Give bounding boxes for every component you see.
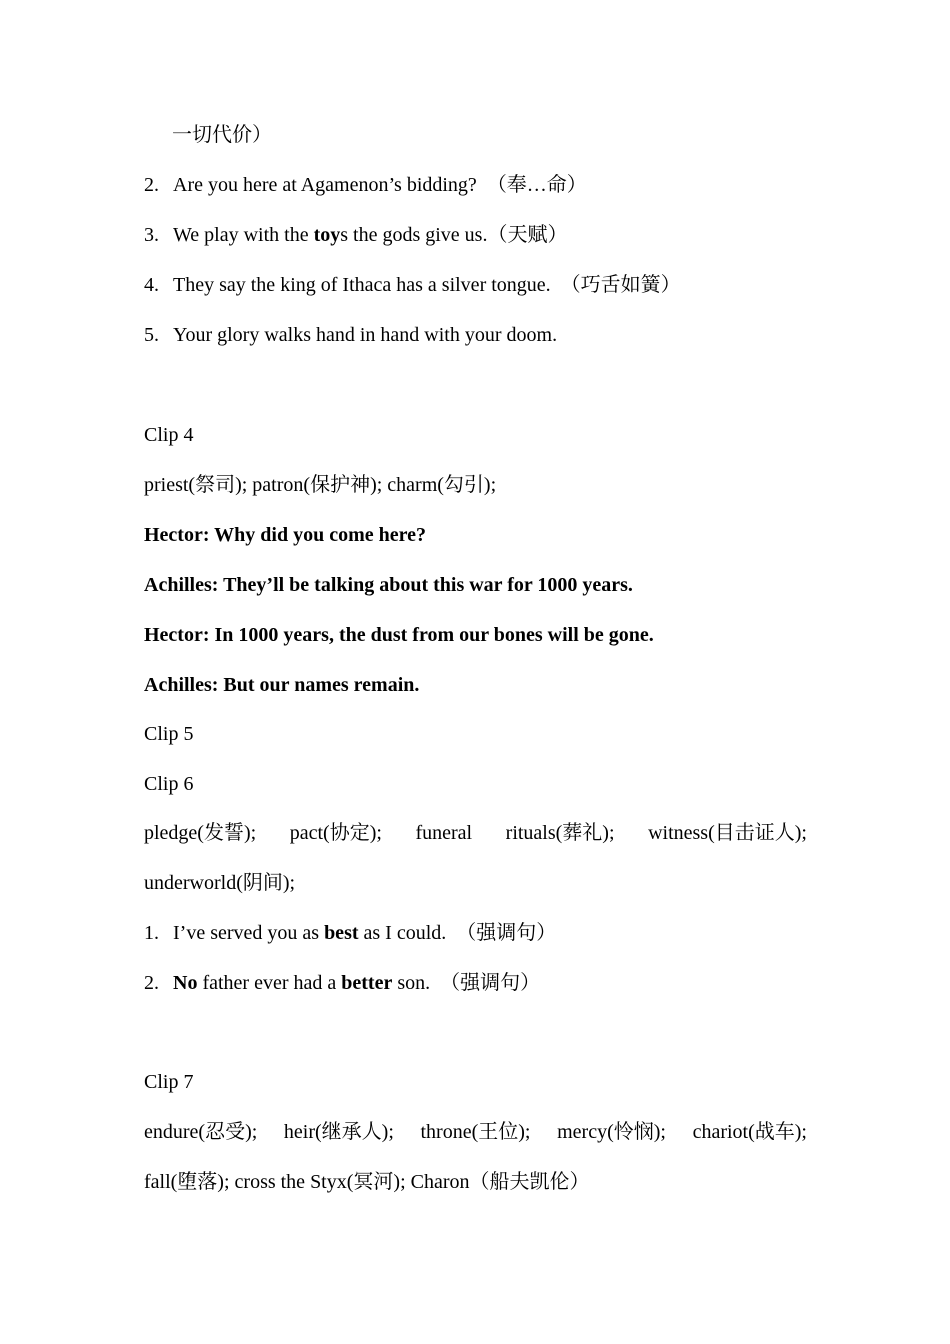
sentence-number: 1.	[144, 922, 159, 944]
sentence-text-pre: We play with the	[173, 224, 314, 246]
clip7-title: Clip 7	[144, 1071, 194, 1093]
sentence-number: 3.	[144, 224, 159, 246]
vocab-term: rituals(葬礼);	[505, 822, 615, 844]
clip6-title: Clip 6	[144, 773, 194, 795]
sentence-number: 4.	[144, 274, 159, 296]
vocab-term: funeral	[415, 822, 473, 844]
sentence-text-post: s the gods give us.	[340, 224, 488, 246]
vocab-term: chariot(战车);	[692, 1121, 807, 1143]
clip3-sentence-2	[144, 172, 810, 198]
sentence-text-bold: better	[341, 972, 393, 994]
sentence-text: They say the king of Ithaca has a silver tongue.	[173, 274, 551, 296]
sentence-text-post: son.	[392, 972, 431, 994]
sentence-text-pre: I’ve served you as	[173, 922, 325, 944]
clip6-sentence-2	[144, 970, 810, 996]
vocab-term: pledge(发誓);	[144, 822, 257, 844]
clip7-vocab-line2: fall(堕落); cross the Styx(冥河); Charon（船夫凯伦）	[144, 1171, 590, 1193]
clip6-sentence-1	[144, 920, 810, 946]
clip4-dialogue-4: Achilles: But our names remain.	[144, 674, 420, 696]
sentence-text: Are you here at Agamenon’s bidding?	[173, 174, 477, 196]
vocab-term: endure(忍受);	[144, 1121, 258, 1143]
sentence-note: （奉…命）	[486, 174, 587, 196]
clip3-sentence-5	[144, 322, 810, 348]
vocab-term: heir(继承人);	[283, 1121, 394, 1143]
clip3-sentence-4	[144, 272, 810, 298]
sentence-number: 5.	[144, 324, 159, 346]
vocab-term: throne(王位);	[420, 1121, 531, 1143]
sentence-note: （巧舌如簧）	[560, 274, 681, 296]
clip6-vocab-line2: underworld(阴间);	[144, 872, 296, 894]
clip4-title: Clip 4	[144, 424, 194, 446]
sentence-number: 2.	[144, 972, 159, 994]
clip4-dialogue-1: Hector: Why did you come here?	[144, 524, 427, 546]
vocab-term: pact(协定);	[289, 822, 382, 844]
sentence-text-bold: toy	[313, 224, 341, 246]
clip4-vocab: priest(祭司); patron(保护神); charm(勾引);	[144, 474, 497, 496]
sentence-note: （强调句）	[456, 922, 557, 944]
clip5-title: Clip 5	[144, 723, 194, 745]
clip3-sentence-3	[144, 222, 810, 248]
sentence-text-bold: best	[324, 922, 359, 944]
clip4-dialogue-2: Achilles: They’ll be talking about this war for 1000 years.	[144, 574, 633, 596]
sentence-text: Your glory walks hand in hand with your doom.	[173, 324, 558, 346]
clip6-vocab-line1	[144, 820, 807, 846]
intro-continuation: 一切代价）	[172, 124, 272, 146]
sentence-note: （强调句）	[440, 972, 541, 994]
sentence-text-mid: father ever had a	[197, 972, 342, 994]
clip4-dialogue-3: Hector: In 1000 years, the dust from our bones will be gone.	[144, 624, 654, 646]
sentence-number: 2.	[144, 174, 159, 196]
clip7-vocab-line1	[144, 1119, 807, 1145]
sentence-text-post: as I could.	[358, 922, 447, 944]
sentence-note: （天赋）	[487, 224, 568, 246]
sentence-text-bold: No	[173, 972, 198, 994]
vocab-term: witness(目击证人);	[648, 822, 807, 844]
vocab-term: mercy(怜悯);	[557, 1121, 666, 1143]
